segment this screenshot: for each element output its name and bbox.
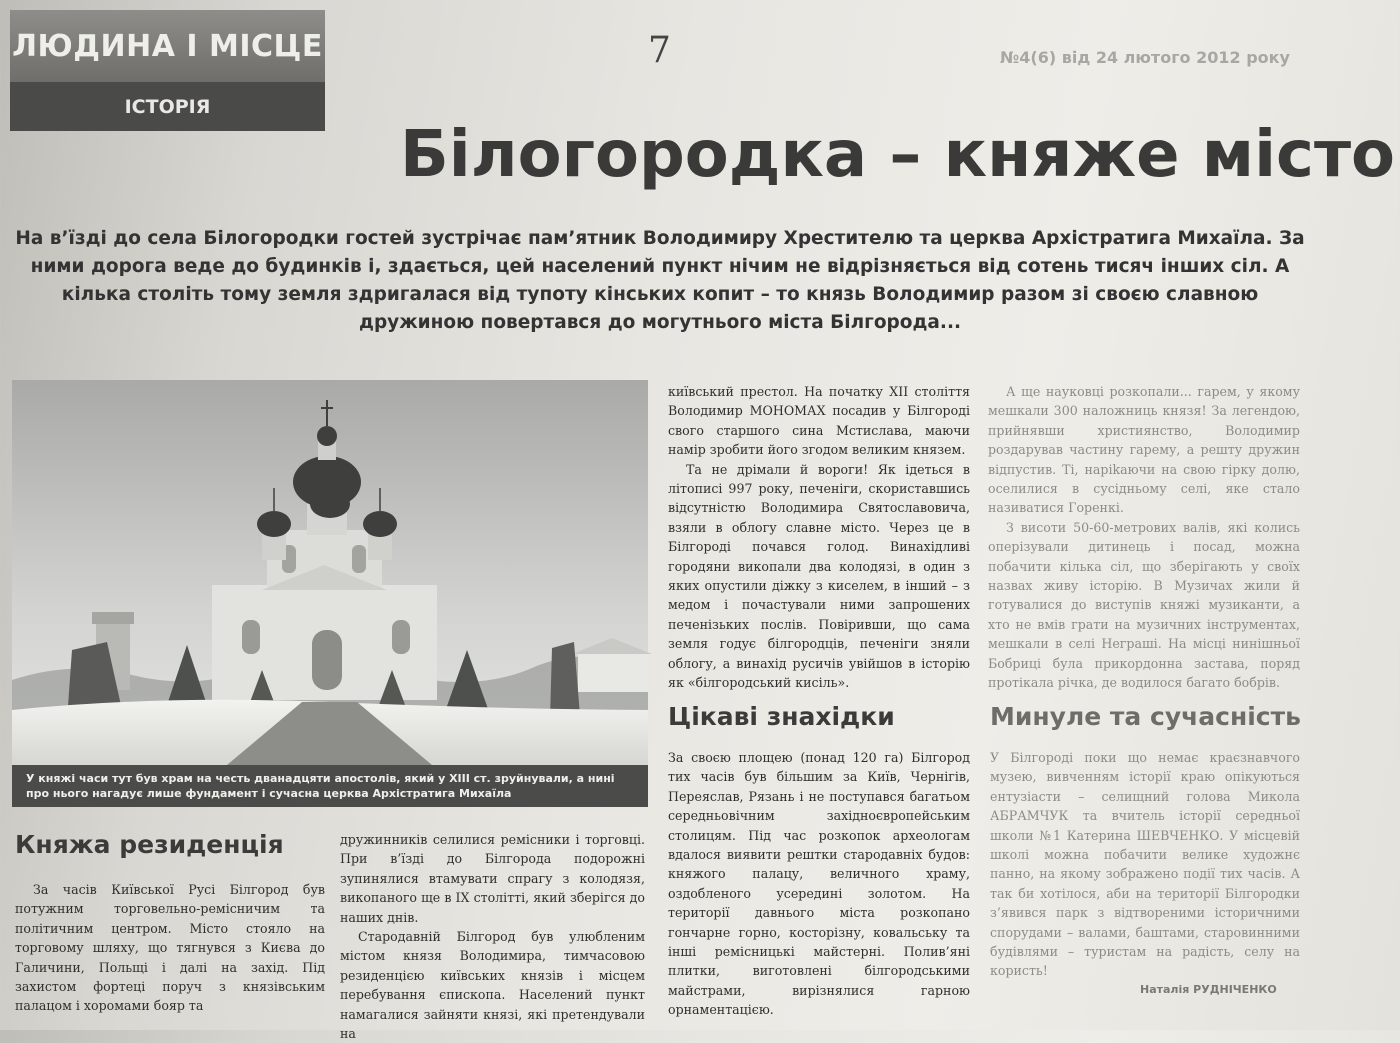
section-header-box <box>10 10 325 131</box>
col3 <box>668 382 970 693</box>
residence-col2 <box>340 830 645 1043</box>
section-rubric: ІСТОРІЯ <box>124 95 211 118</box>
finds-text: За своєю площею (понад 120 га) Білгород тих часів був більшим за Київ, Чернігів, Переяслав, Рязань і не поступався багатьом середньовічним західноєвропейським столицям. Під час розкопок археологам вдалося виявити рештки стародавніх будов: княжого палацу, величного храму, оздобленого усередині золотом. На території давнього міста розкопано гончарне горно, косторізну, ковальську та інші ремісницькі майстерні. Полив’яні плитки, виготовлені білгородськими майстрами, вирізнялися гарною орнаментацією. <box>668 750 970 1018</box>
residence-col2-p2: Стародавній Білгород був улюбленим містом князя Володимира, тимчасовою резиденцією київських князів і місцем перебування єпископа. Населений пункт намагалися зайняти князі, які претендували на <box>340 929 645 1042</box>
residence-col1-text: За часів Київської Русі Білгород був потужним торговельно-ремісничим та політичним центром. Місто стояло на торговому шляху, що тягнувся з Києва до Галичини, Польщі і далі на захід. Під захистом фортеці поруч з князівським палацом і хоромами бояр та <box>15 882 325 1014</box>
present-text-block <box>990 748 1300 981</box>
church-illustration <box>12 380 648 765</box>
headline: Білогородка – княже місто <box>400 118 1395 192</box>
subhead-residence: Княжа резиденція <box>15 830 284 859</box>
page-number: 7 <box>648 30 671 71</box>
subhead-present: Минуле та сучасність <box>990 702 1301 731</box>
col4 <box>988 382 1300 693</box>
subhead-finds: Цікаві знахідки <box>668 702 895 731</box>
residence-col1 <box>15 880 325 1016</box>
author-signature: Наталія РУДНІЧЕНКО <box>1140 983 1277 996</box>
photo-caption: У княжі часи тут був храм на честь дванадцяти апостолів, який у XIII ст. зруйнували, а нині про нього нагадує лише фундамент і сучасна церква Архістратига Михаїла <box>12 765 648 807</box>
section-title: ЛЮДИНА І МІСЦЕ <box>10 10 325 82</box>
lead-paragraph: На в’їзді до села Білогородки гостей зустрічає пам’ятник Володимиру Хрестителю та церква Архістратига Михаїла. За ними дорога веде до будинків і, здається, цей населений пункт нічим не відрізняється від сотень тисяч інших сіл. А кілька століть тому земля здригалася від тупоту кінських копит – то князь Володимир разом зі своєю славною дружиною повертався до могутнього міста Білгорода... <box>15 228 1305 333</box>
issue-info: №4(6) від 24 лютого 2012 року <box>1000 48 1290 67</box>
church-photo <box>12 380 648 765</box>
col4-p2: З висоти 50-60-метрових валів, які колись оперізували дитинець і посад, можна побачити кілька сіл, що зберігають у своїх назвах живу історію. В Музичах жили й готувалися до виступів княжі музиканти, а хто не вмів грати на музичних інструментах, мешкали в селі Неграші. На місці нинішньої Бобриці була прикордонна застава, поряд протікала річка, де водилося багато бобрів. <box>988 519 1300 691</box>
col3-p2: Та не дрімали й вороги! Як ідеться в літописі 997 року, печеніги, скориставшись відсутністю Володимира Святославовича, взяли в облогу славне місто. Через це в Білгороді почався голод. Винахідливі городяни викопали два колодязі, в один з яких опустили діжку з киселем, в інший – з медом і почастували ними запрошених печенізьких послів. Повіривши, що сама земля годує білгородців, печеніги зняли облогу, а винахід русичів увійшов в історію як «білгородський кисіль». <box>668 461 970 691</box>
residence-col2-p1: дружинників селилися ремісники і торговці. При в’їзді до Білгорода подорожні зупинялися втамувати спрагу з колодязя, викопаного ще в IX столітті, який зберігся до наших днів. <box>340 832 645 925</box>
col3-p1: київський престол. На початку XII століття Володимир МОНОМАХ посадив у Білгороді свого старшого сина Мстислава, маючи намір зробити його згодом великим князем. <box>668 384 970 458</box>
present-text: У Білгороді поки що немає краєзнавчого музею, вивченням історії краю опікуються ентузіасти – селищний голова Микола АБРАМЧУК та вчитель історії середньої школи №1 Катерина ШЕВЧЕНКО. У місцевій школі можна побачити велике художнє панно, на якому зображено події тих часів. А так би хотілося, аби на території Білгородки з’явився парк з відтвореними історичними спорудами – валами, баштами, старовинними будівлями – туристам на радість, селу на користь! <box>990 750 1300 979</box>
finds-text-block <box>668 748 970 1020</box>
col4-p1: А ще науковці розкопали... гарем, у якому мешкали 300 наложниць князя! За легендою, прийнявши християнство, Володимир роздарував частину гарему, а решту дружин відпустив. Ті, наріkаючи на свою гірку долю, оселилися в сусідньому селі, яке стало називатися Горенкі. <box>988 384 1300 516</box>
